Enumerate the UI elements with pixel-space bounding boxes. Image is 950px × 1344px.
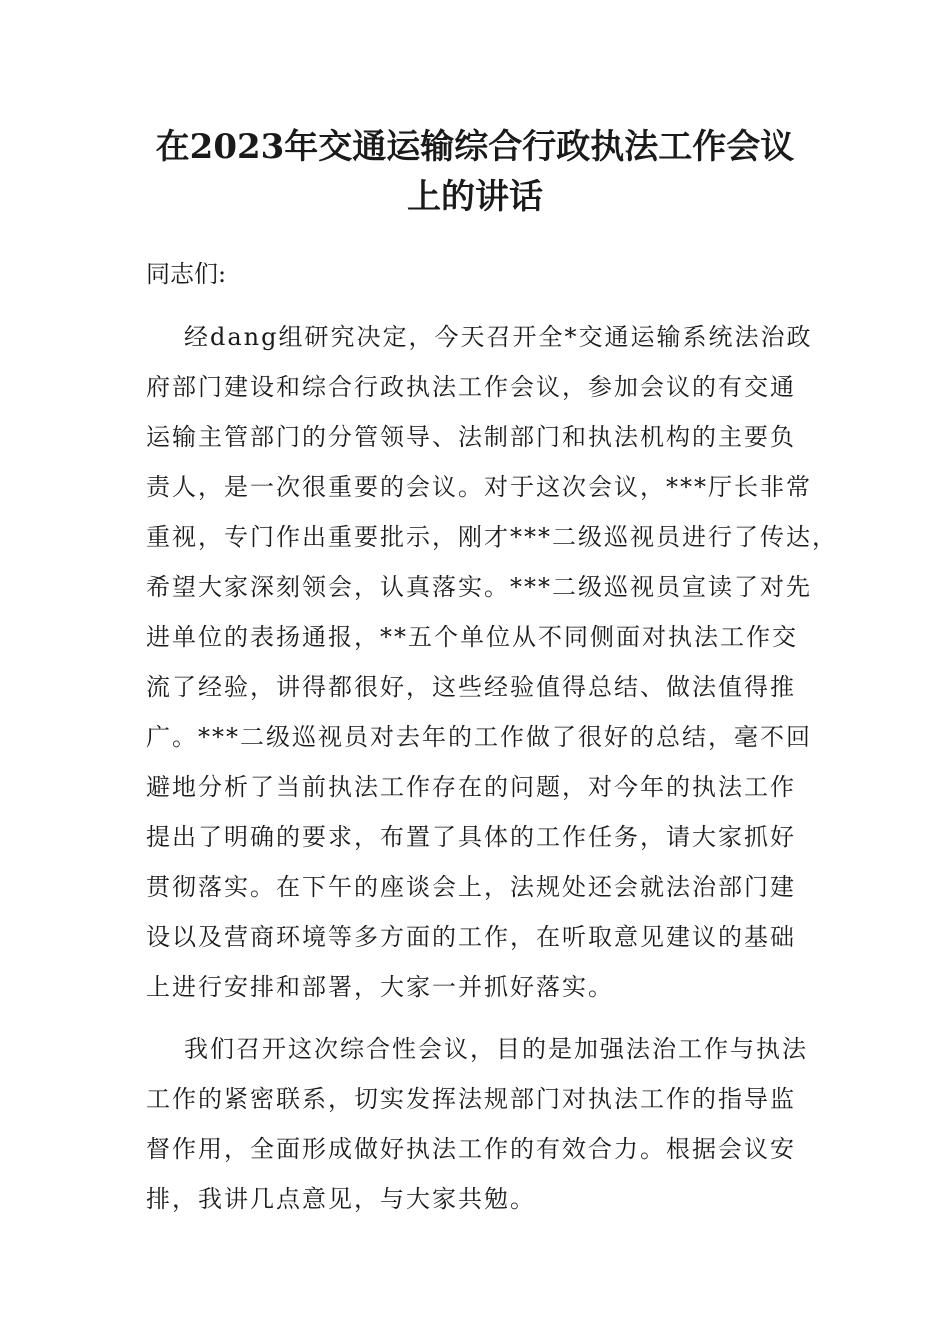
paragraph-line: 府部门建设和综合行政执法工作会议，参加会议的有交通: [146, 373, 796, 401]
title-line-2: 上的讲话: [407, 177, 543, 217]
paragraph-line: 排，我讲几点意见，与大家共勉。: [146, 1185, 536, 1213]
paragraph-1: [146, 312, 838, 1012]
paragraph-line: 上进行安排和部署，大家一并抓好落实。: [146, 973, 614, 1001]
document-title: [0, 122, 950, 222]
paragraph-line: 经dang组研究决定，今天召开全*交通运输系统法治政: [184, 323, 813, 351]
paragraph-line: 我们召开这次综合性会议，目的是加强法治工作与执法: [184, 1035, 808, 1063]
paragraph-line: 责人，是一次很重要的会议。对于这次会议，***厅长非常: [146, 473, 812, 501]
document-body: [146, 312, 838, 1224]
paragraph-line: 工作的紧密联系，切实发挥法规部门对执法工作的指导监: [146, 1085, 796, 1113]
paragraph-line: 提出了明确的要求，布置了具体的工作任务，请大家抓好: [146, 823, 796, 851]
paragraph-line: 重视，专门作出重要批示，刚才***二级巡视员进行了传达，: [146, 523, 838, 551]
paragraph-line: 进单位的表扬通报，**五个单位从不同侧面对执法工作交: [146, 623, 798, 651]
paragraph-line: 督作用，全面形成做好执法工作的有效合力。根据会议安: [146, 1135, 796, 1163]
paragraph-line: 广。***二级巡视员对去年的工作做了很好的总结，毫不回: [146, 723, 812, 751]
title-line-1: 在2023年交通运输综合行政执法工作会议: [155, 127, 795, 167]
paragraph-line: 避地分析了当前执法工作存在的问题，对今年的执法工作: [146, 773, 796, 801]
paragraph-line: 希望大家深刻领会，认真落实。***二级巡视员宣读了对先: [146, 573, 812, 601]
paragraph-line: 贯彻落实。在下午的座谈会上，法规处还会就法治部门建: [146, 873, 796, 901]
paragraph-line: 流了经验，讲得都很好，这些经验值得总结、做法值得推: [146, 673, 796, 701]
salutation: 同志们:: [146, 260, 227, 288]
paragraph-line: 运输主管部门的分管领导、法制部门和执法机构的主要负: [146, 423, 796, 451]
paragraph-line: 设以及营商环境等多方面的工作，在听取意见建议的基础: [146, 923, 796, 951]
paragraph-2: [146, 1024, 806, 1224]
